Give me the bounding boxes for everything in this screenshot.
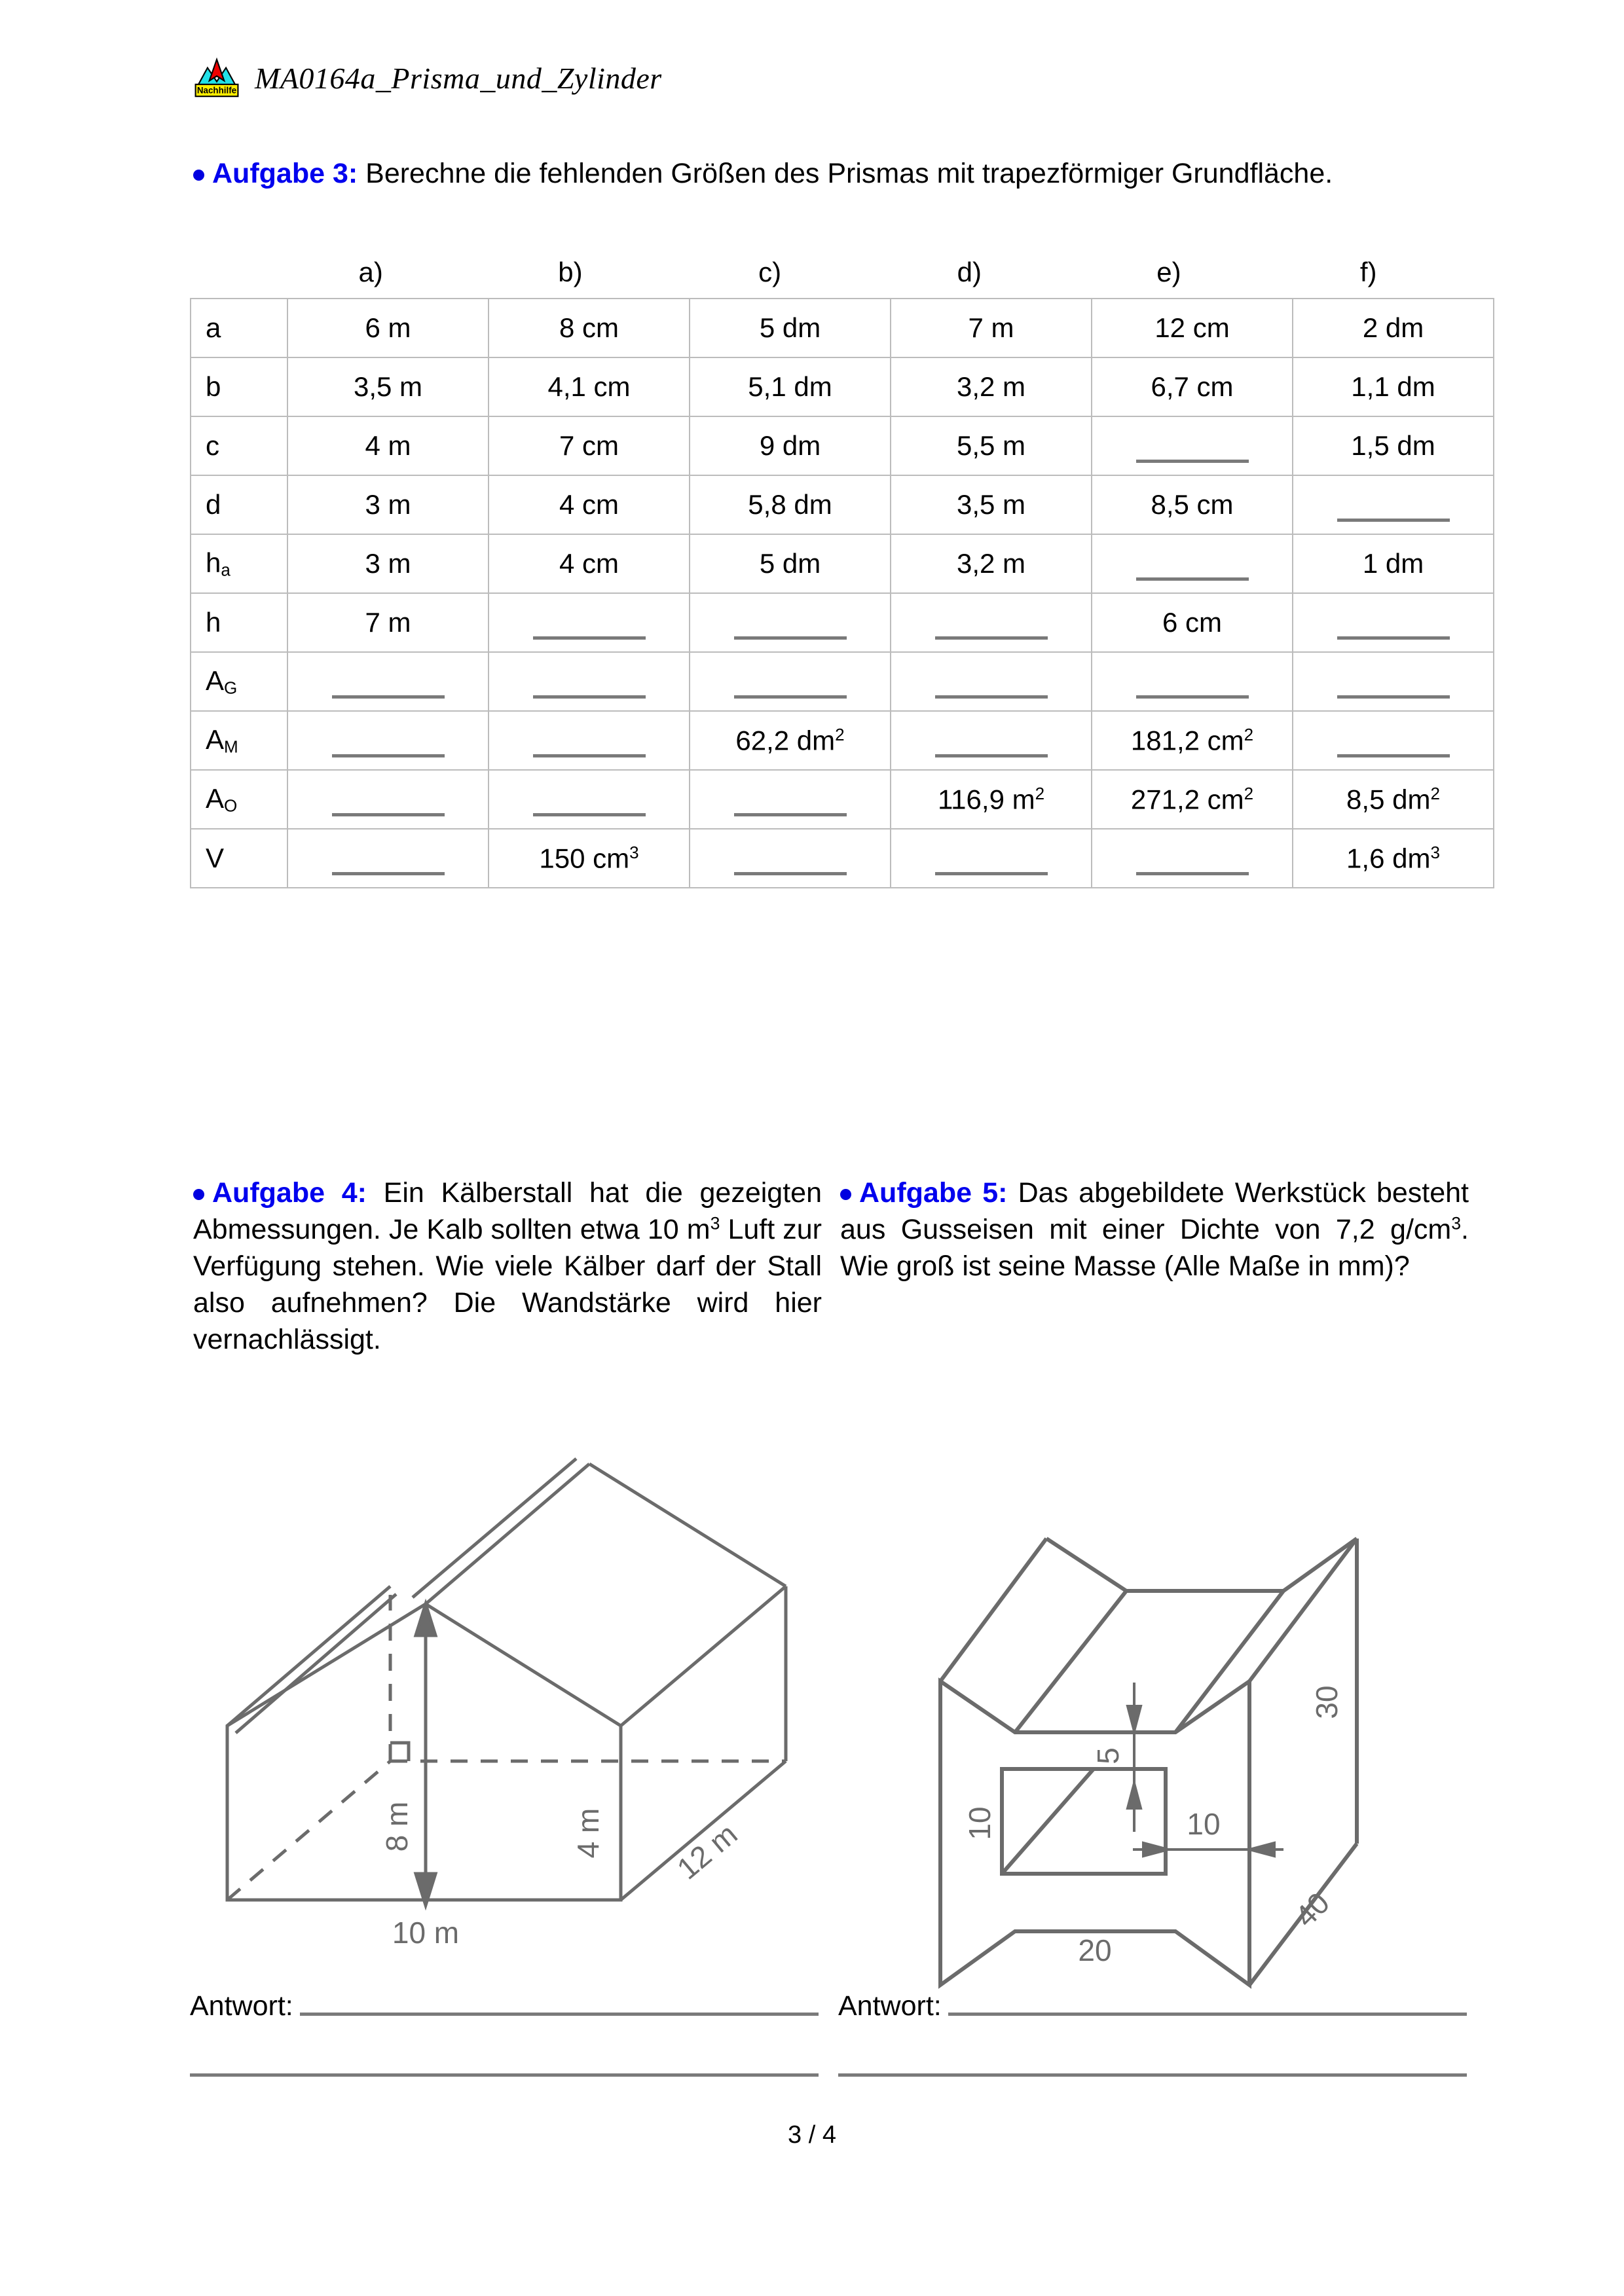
table-cell[interactable] <box>891 711 1092 770</box>
table-cell[interactable]: 4 cm <box>489 534 690 593</box>
answer-line-left-2[interactable] <box>190 2073 819 2077</box>
blank-answer-line[interactable] <box>935 754 1048 757</box>
table-row <box>191 416 1494 475</box>
page-header <box>193 58 662 98</box>
table-cell[interactable] <box>690 593 891 652</box>
table-cell[interactable] <box>1092 652 1293 711</box>
row-label-subscript: G <box>224 678 238 698</box>
row-label: $A_M$ <box>191 711 287 770</box>
workpiece-label-depth: 40 <box>1288 1886 1337 1934</box>
table-cell[interactable]: 150 $cm^3$ <box>489 829 690 888</box>
row-label: a <box>191 299 287 357</box>
table-cell[interactable] <box>1092 534 1293 593</box>
table-cell[interactable] <box>287 829 489 888</box>
blank-answer-line[interactable] <box>935 695 1048 699</box>
table-cell[interactable] <box>690 829 891 888</box>
blank-answer-line[interactable] <box>332 813 445 816</box>
table-cell[interactable]: 12 cm <box>1092 299 1293 357</box>
workpiece-label-hole-offset: 10 <box>1187 1807 1221 1841</box>
table-cell[interactable] <box>489 652 690 711</box>
blank-answer-line[interactable] <box>734 872 847 875</box>
workpiece-label-total-height: 30 <box>1310 1685 1344 1719</box>
task-5-exponent: 3 <box>1451 1213 1462 1233</box>
table-cell[interactable] <box>1293 711 1494 770</box>
bullet-icon <box>840 1189 851 1200</box>
task-4-exponent: 3 <box>710 1213 720 1233</box>
table-cell[interactable]: 8,5 $dm^2$ <box>1293 770 1494 829</box>
table-cell[interactable] <box>489 770 690 829</box>
blank-answer-line[interactable] <box>734 636 847 640</box>
table-row <box>191 652 1494 711</box>
task-5-text-part1: Das abgebildete Werkstück besteht aus Gusseisen mit einer Dichte von 7,2 g/cm <box>840 1177 1469 1245</box>
cell-exponent: 3 <box>1430 842 1440 862</box>
table-cell[interactable]: 116,9 $m^2$ <box>891 770 1092 829</box>
blank-answer-line[interactable] <box>533 695 646 699</box>
table-cell[interactable]: 1,5 dm <box>1293 416 1494 475</box>
table-cell[interactable]: 3 m <box>287 475 489 534</box>
page-number: 3 / 4 <box>788 2121 836 2149</box>
table-cell[interactable] <box>1092 416 1293 475</box>
row-label: b <box>191 357 287 416</box>
table-cell[interactable]: 3 m <box>287 534 489 593</box>
cell-exponent: 2 <box>1244 724 1254 744</box>
table-cell[interactable]: 5 dm <box>690 299 891 357</box>
blank-answer-line[interactable] <box>332 754 445 757</box>
table-cell[interactable]: 3,2 m <box>891 357 1092 416</box>
table-cell[interactable] <box>287 711 489 770</box>
row-label-subscript: M <box>224 737 238 757</box>
barn-label-wall-height: 4 m <box>571 1808 605 1859</box>
table-cell[interactable]: 7 m <box>891 299 1092 357</box>
table-cell[interactable]: 4,1 cm <box>489 357 690 416</box>
row-label: d <box>191 475 287 534</box>
blank-answer-line[interactable] <box>1136 695 1249 699</box>
task-3-label: Aufgabe 3: <box>212 158 358 189</box>
bullet-icon <box>193 1189 204 1200</box>
table-cell[interactable]: 7 m <box>287 593 489 652</box>
table-cell[interactable]: 62,2 $dm^2$ <box>690 711 891 770</box>
table-cell[interactable]: 2 dm <box>1293 299 1494 357</box>
workpiece-label-base-width: 20 <box>1078 1933 1112 1967</box>
answer-line-right-1[interactable] <box>948 2013 1467 2016</box>
table-row <box>191 829 1494 888</box>
col-head-blank <box>190 257 271 288</box>
figure-workpiece <box>917 1473 1493 1967</box>
task-4-instruction <box>193 1175 822 1358</box>
blank-answer-line[interactable] <box>332 872 445 875</box>
blank-answer-line[interactable] <box>734 695 847 699</box>
col-head-a: a) <box>358 257 383 287</box>
table-cell[interactable] <box>690 770 891 829</box>
answer-line-right-2[interactable] <box>838 2073 1467 2077</box>
answer-block-task4 <box>190 1990 819 2077</box>
table-cell[interactable]: 271,2 $cm^2$ <box>1092 770 1293 829</box>
row-label: c <box>191 416 287 475</box>
task-4-text-part1: Ein Kälberstall hat die gezeigten Abmessungen. Je Kalb sollten etwa 10 m <box>193 1177 822 1245</box>
blank-answer-line[interactable] <box>1136 460 1249 463</box>
blank-answer-line[interactable] <box>935 872 1048 875</box>
bullet-icon <box>193 170 204 181</box>
table-row <box>191 299 1494 357</box>
table-cell[interactable]: 9 dm <box>690 416 891 475</box>
table-cell[interactable] <box>891 829 1092 888</box>
table-cell[interactable] <box>489 711 690 770</box>
workpiece-label-hole-height: 10 <box>963 1806 997 1840</box>
table-cell[interactable] <box>891 652 1092 711</box>
col-head-c: c) <box>758 257 782 287</box>
document-title: MA0164a_Prisma_und_Zylinder <box>255 61 662 95</box>
blank-answer-line[interactable] <box>332 695 445 699</box>
table-cell[interactable]: 3,5 m <box>891 475 1092 534</box>
task-5-label: Aufgabe 5: <box>859 1177 1008 1209</box>
table-cell[interactable]: 1,1 dm <box>1293 357 1494 416</box>
answer-line-left-1[interactable] <box>300 2013 819 2016</box>
table-cell[interactable] <box>1293 475 1494 534</box>
row-label: $A_G$ <box>191 652 287 711</box>
answer-label-right: Antwort: <box>838 1990 942 2022</box>
blank-answer-line[interactable] <box>1136 577 1249 581</box>
table-row <box>191 770 1494 829</box>
task-3-text: Berechne die fehlenden Größen des Prismas mit trapezförmiger Grundfläche. <box>358 158 1333 189</box>
blank-answer-line[interactable] <box>935 636 1048 640</box>
table-row <box>191 357 1494 416</box>
task-3-instruction <box>193 156 1470 192</box>
table-cell[interactable]: 6 cm <box>1092 593 1293 652</box>
table-cell[interactable]: 5,8 dm <box>690 475 891 534</box>
cell-exponent: 3 <box>629 842 639 862</box>
task-4-text-part2: Luft zur Verfügung stehen. Wie viele Kälber darf der Stall also aufnehmen? Die Wandstärke wird hier vernachlässigt. <box>193 1213 822 1355</box>
table-cell[interactable]: 5,5 m <box>891 416 1092 475</box>
row-label-subscript: a <box>221 560 231 580</box>
table-cell[interactable] <box>1092 829 1293 888</box>
table-cell[interactable]: 4 cm <box>489 475 690 534</box>
table-cell[interactable]: 6 m <box>287 299 489 357</box>
figure-calf-barn <box>196 1408 838 1958</box>
blank-answer-line[interactable] <box>533 636 646 640</box>
blank-answer-line[interactable] <box>1337 695 1450 699</box>
blank-answer-line[interactable] <box>734 813 847 816</box>
blank-answer-line[interactable] <box>533 813 646 816</box>
col-head-e: e) <box>1156 257 1181 287</box>
row-label-subscript: O <box>224 795 238 816</box>
table-cell[interactable] <box>1293 593 1494 652</box>
table-cell[interactable]: 181,2 $cm^2$ <box>1092 711 1293 770</box>
table-cell[interactable]: 8 cm <box>489 299 690 357</box>
table-row <box>191 593 1494 652</box>
table-cell[interactable]: 1 dm <box>1293 534 1494 593</box>
svg-text:Nachhilfe: Nachhilfe <box>196 85 237 96</box>
blank-answer-line[interactable] <box>1337 754 1450 757</box>
table-row <box>191 711 1494 770</box>
answer-label-left: Antwort: <box>190 1990 293 2022</box>
cell-exponent: 2 <box>1035 783 1045 803</box>
table-cell[interactable]: 7 cm <box>489 416 690 475</box>
barn-label-width: 10 m <box>392 1916 460 1950</box>
table-cell[interactable]: 6,7 cm <box>1092 357 1293 416</box>
row-label: V <box>191 829 287 888</box>
table-cell[interactable] <box>287 770 489 829</box>
table-cell[interactable]: 1,6 $dm^3$ <box>1293 829 1494 888</box>
table-cell[interactable]: 5,1 dm <box>690 357 891 416</box>
task-5-text-part2: . Wie groß ist seine Masse (Alle Maße in mm)? <box>840 1213 1469 1282</box>
table-row <box>191 475 1494 534</box>
table-cell[interactable]: 4 m <box>287 416 489 475</box>
barn-label-height-total: 8 m <box>380 1801 414 1852</box>
table-cell[interactable]: 8,5 cm <box>1092 475 1293 534</box>
cell-exponent: 2 <box>1430 783 1440 803</box>
row-label: $A_O$ <box>191 770 287 829</box>
table-cell[interactable] <box>690 652 891 711</box>
task-5-instruction <box>840 1175 1469 1285</box>
cell-exponent: 2 <box>1244 783 1254 803</box>
table-cell[interactable] <box>891 593 1092 652</box>
row-label: h <box>191 593 287 652</box>
blank-answer-line[interactable] <box>1136 872 1249 875</box>
table-row <box>191 534 1494 593</box>
barn-label-depth: 12 m <box>670 1816 744 1886</box>
table-cell[interactable] <box>287 652 489 711</box>
table-cell[interactable]: 5 dm <box>690 534 891 593</box>
col-head-d: d) <box>957 257 982 287</box>
task-4-label: Aufgabe 4: <box>212 1177 367 1209</box>
answer-block-task5 <box>838 1990 1467 2077</box>
row-label: $h_a$ <box>191 534 287 593</box>
table-cell[interactable] <box>489 593 690 652</box>
table-cell[interactable]: 3,5 m <box>287 357 489 416</box>
cell-exponent: 2 <box>835 724 845 744</box>
blank-answer-line[interactable] <box>533 754 646 757</box>
col-head-f: f) <box>1359 257 1377 287</box>
table-column-headers <box>190 257 1468 288</box>
table-cell[interactable] <box>1293 652 1494 711</box>
table-cell[interactable]: 3,2 m <box>891 534 1092 593</box>
blank-answer-line[interactable] <box>1337 519 1450 522</box>
nachhilfe-logo-icon <box>193 58 240 98</box>
workpiece-label-notch-depth: 5 <box>1091 1747 1125 1764</box>
col-head-b: b) <box>558 257 583 287</box>
blank-answer-line[interactable] <box>1337 636 1450 640</box>
prism-values-table <box>190 298 1494 888</box>
